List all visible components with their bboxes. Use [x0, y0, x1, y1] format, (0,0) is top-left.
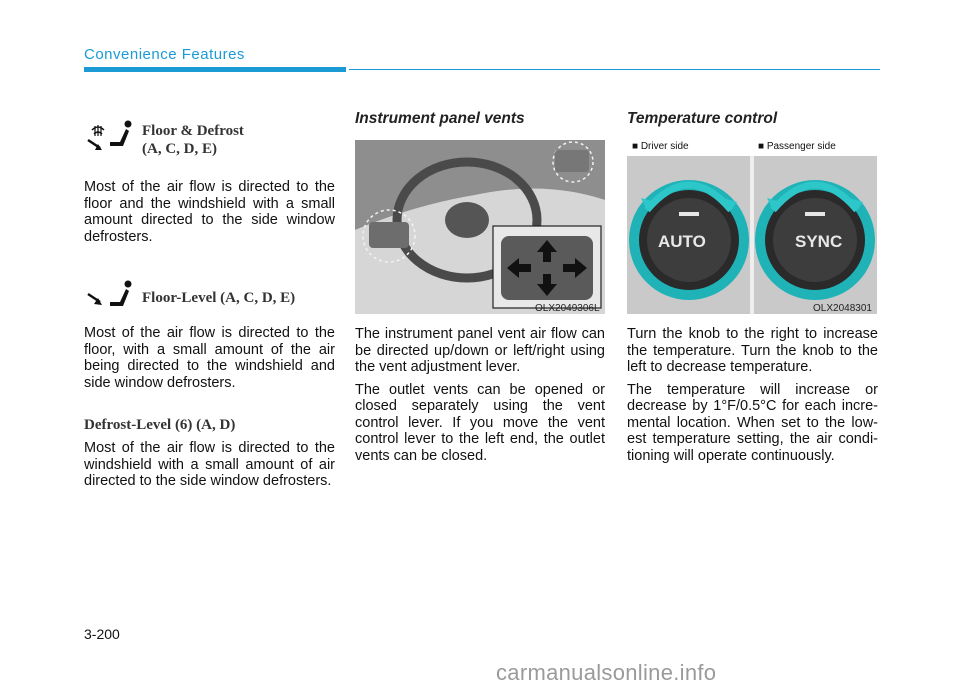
- section-header-title: Convenience Features: [84, 46, 245, 63]
- floor-defrost-title-line2: (A, C, D, E): [142, 141, 217, 157]
- temperature-control-body: [627, 326, 878, 470]
- floor-level-title: Floor-Level (A, C, D, E): [142, 290, 296, 306]
- page-number: 3-200: [84, 626, 120, 642]
- defrost-level-paragraph: Most of the air flow is directed to the windshield with a small amount of air directed to the side window defrosters.: [84, 440, 335, 489]
- watermark: carmanualsonline.info: [496, 660, 717, 685]
- legend-passenger-side: ■ Passenger side: [758, 141, 836, 152]
- floor-level-paragraph: Most of the air flow is directed to the floor, with a small amount of the air being directed to the windshield and side window defrosters.: [84, 325, 335, 391]
- header-rule-thick: [84, 67, 346, 72]
- floor-defrost-title-line1: Floor & Defrost: [142, 123, 244, 139]
- knob-auto-label: AUTO: [658, 232, 706, 251]
- floor-defrost-body: [84, 179, 335, 251]
- temp-paragraph-2: The temperature will increase or decrease by 1°F/0.5°C for each incre-mental location. When set to the low-est temperature setting, the air condi-tioning will operate continuously.: [627, 381, 878, 464]
- temperature-control-image: [627, 140, 877, 314]
- instrument-panel-vents-caption: OLX2049306L: [535, 303, 600, 314]
- vents-paragraph-1: The instrument panel vent air flow can be directed up/down or left/right using the vent adjustment lever.: [355, 326, 605, 375]
- knob-sync-label: SYNC: [795, 232, 843, 251]
- instrument-panel-vents-title: Instrument panel vents: [355, 110, 525, 127]
- floor-level-icon: [84, 280, 138, 315]
- instrument-panel-vents-image: [355, 140, 605, 314]
- floor-defrost-title: [142, 122, 244, 158]
- temperature-control-caption: OLX2048301: [813, 303, 872, 314]
- header-rule-thin: [349, 69, 880, 70]
- floor-level-body: [84, 325, 335, 397]
- defrost-level-title: Defrost-Level (6) (A, D): [84, 417, 236, 433]
- vents-paragraph-2: The outlet vents can be opened or closed separately using the vent control lever. If you move the vent control lever to the left end, the outlet vents can be closed.: [355, 381, 605, 464]
- instrument-panel-vents-body: [355, 326, 605, 470]
- temperature-control-title: Temperature control: [627, 110, 778, 127]
- floor-defrost-icon: [84, 118, 138, 159]
- floor-defrost-paragraph: Most of the air flow is directed to the floor and the windshield with a small amount directed to the side window defrosters.: [84, 179, 335, 245]
- defrost-level-body: [84, 440, 335, 496]
- temp-paragraph-1: Turn the knob to the right to increase the temperature. Turn the knob to the left to decrease temperature.: [627, 326, 878, 375]
- legend-driver-side: ■ Driver side: [632, 141, 689, 152]
